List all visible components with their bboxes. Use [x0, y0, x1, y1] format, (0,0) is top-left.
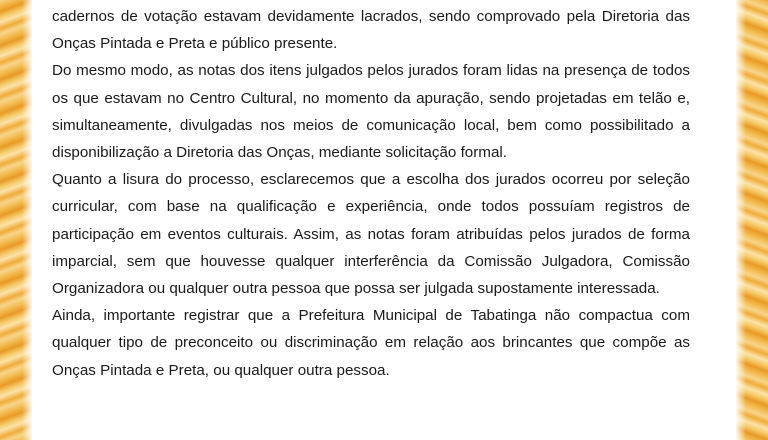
- paragraph-2: Do mesmo modo, as notas dos itens julgados pelos jurados foram lidas na presença de todos os que estavam no Centro Cultural, no momento da apuração, sendo projetadas em telão e, simultaneamente, divulgadas nos meios de comunicação local, bem como possibilitado a disponibilização a Diretoria das Onças, mediante solicitação formal.: [52, 62, 690, 162]
- paragraph-3: Quanto a lisura do processo, esclarecemos que a escolha dos jurados ocorreu por seleção curricular, com base na qualificação e experiência, onde todos possuíam registros de participação em eventos culturais. Assim, as notas foram atribuídas pelos jurados de forma imparcial, sem que houvesse qualquer interferência da Comissão Julgadora, Comissão Organizadora ou qualquer outra pessoa que possa ser julgada supostamente interessada.: [52, 171, 690, 298]
- document-body: [52, 0, 690, 384]
- paragraph-4: Ainda, importante registrar que a Prefeitura Municipal de Tabatinga não compactua com qualquer tipo de preconceito ou discriminação em relação aos brincantes que compõe as Onças Pintada e Preta, ou qualquer outra pessoa.: [52, 307, 690, 379]
- decorative-border-right: [736, 0, 768, 440]
- decorative-border-left: [0, 0, 32, 440]
- paragraph-1: cadernos de votação estavam devidamente lacrados, sendo comprovado pela Diretoria das Onças Pintada e Preta e público presente.: [52, 8, 690, 53]
